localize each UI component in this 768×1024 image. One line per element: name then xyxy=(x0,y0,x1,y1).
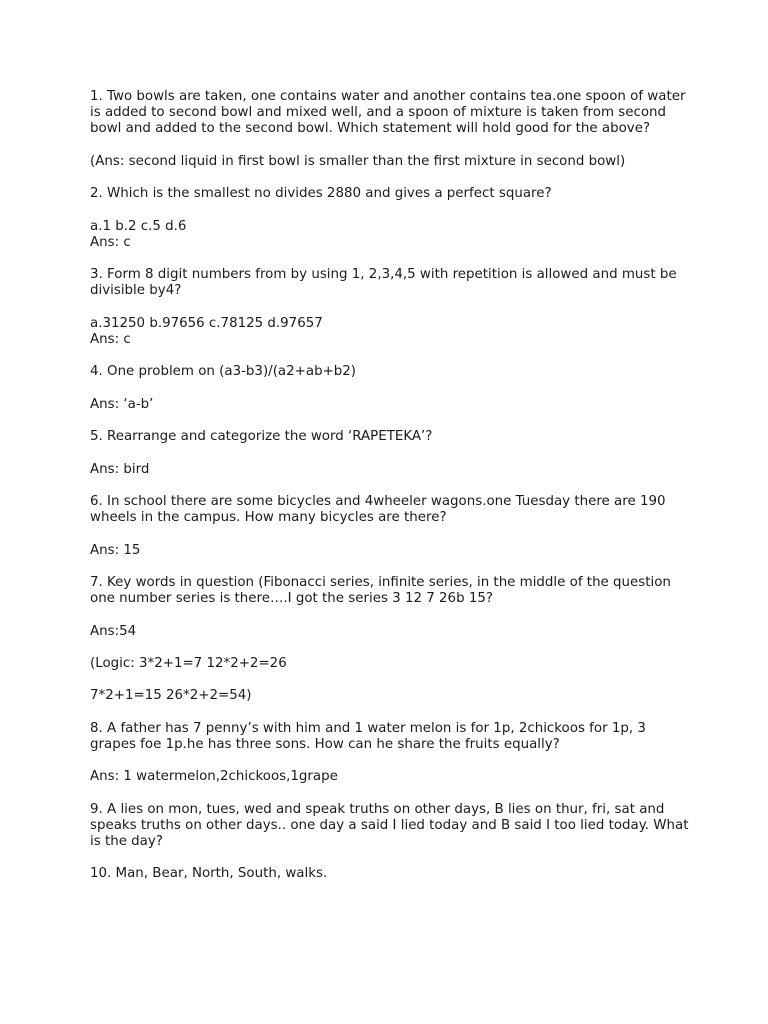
question-10: 10. Man, Bear, North, South, walks. xyxy=(90,866,328,882)
question-7: 7. Key words in question (Fibonacci series, infinite series, in the middle of the question one number series is there….I got the series 3 12 7 26b 15? xyxy=(90,574,671,607)
logic-line-2: 7*2+1=15 26*2+2=54) xyxy=(90,688,252,704)
question-3: 3. Form 8 digit numbers from by using 1, 2,3,4,5 with repetition is allowed and must be divisible by4? xyxy=(90,267,677,299)
answer-8: Ans: 1 watermelon,2chickoos,1grape xyxy=(90,769,338,785)
answer-4: Ans: ‘a-b’ xyxy=(90,396,154,412)
document-body xyxy=(90,89,690,883)
question-9: 9. A lies on mon, tues, wed and speak truths on other days, B lies on thur, fri, sat and speaks truths on other days.. one day a said I lied today and B said I too lied today. What is the day? xyxy=(90,801,689,850)
logic-line-1: (Logic: 3*2+1=7 12*2+2=26 xyxy=(90,655,287,671)
answer-1: (Ans: second liquid in first bowl is smaller than the first mixture in second bowl) xyxy=(90,153,626,169)
question-2: 2. Which is the smallest no divides 2880 and gives a perfect square? xyxy=(90,186,552,202)
answer-6: Ans: 15 xyxy=(90,542,141,558)
options-answer-2: a.1 b.2 c.5 d.6 Ans: c xyxy=(90,218,187,250)
question-5: 5. Rearrange and categorize the word ‘RAPETEKA’? xyxy=(90,429,433,445)
answer-5: Ans: bird xyxy=(90,461,150,477)
question-6: 6. In school there are some bicycles and 4wheeler wagons.one Tuesday there are 190 wheels in the campus. How many bicycles are there? xyxy=(90,493,666,526)
question-8: 8. A father has 7 penny’s with him and 1 water melon is for 1p, 2chickoos for 1p, 3 grapes foe 1p.he has three sons. How can he share the fruits equally? xyxy=(90,720,646,752)
options-answer-3: a.31250 b.97656 c.78125 d.97657 Ans: c xyxy=(90,315,323,347)
question-4: 4. One problem on (a3-b3)/(a2+ab+b2) xyxy=(90,364,357,380)
question-1: 1. Two bowls are taken, one contains water and another contains tea.one spoon of water is added to second bowl and mixed well, and a spoon of mixture is taken from second bowl and added to the second bowl. Which statement will hold good for the above? xyxy=(90,89,686,137)
answer-7: Ans:54 xyxy=(90,623,137,639)
